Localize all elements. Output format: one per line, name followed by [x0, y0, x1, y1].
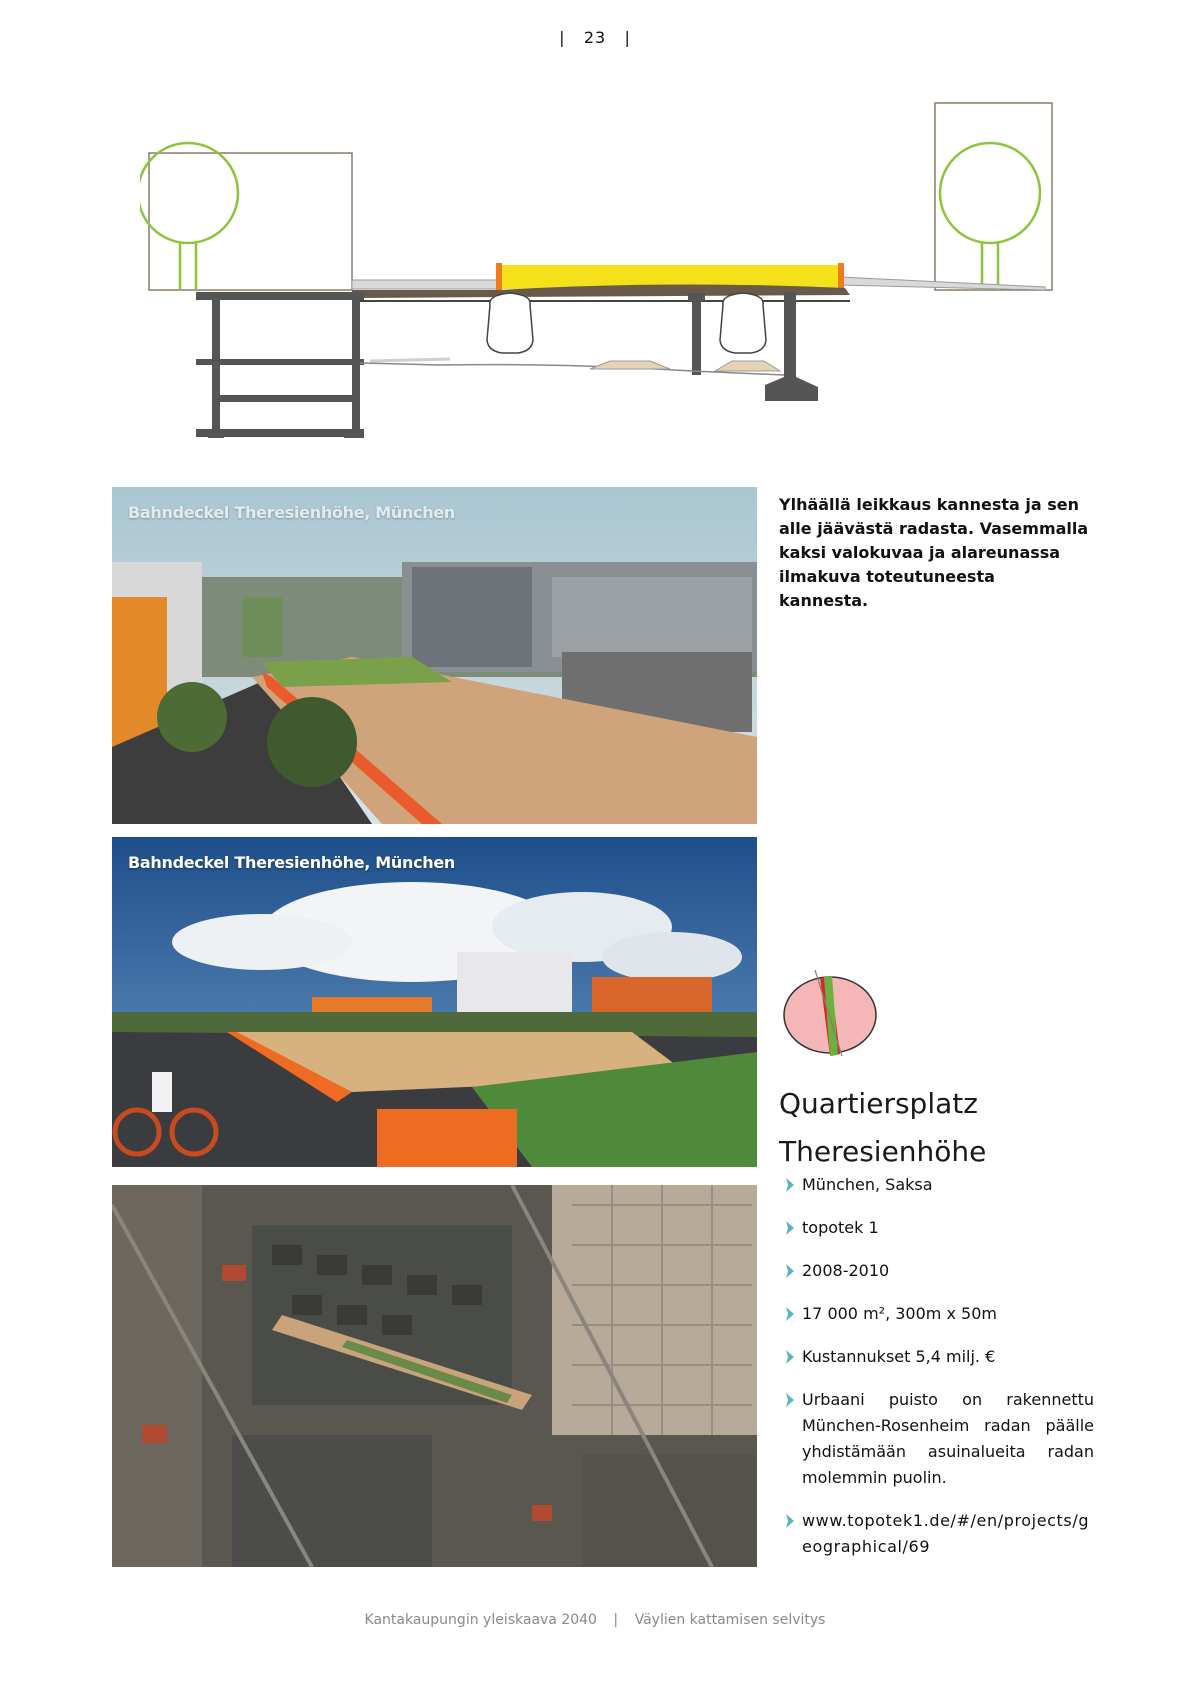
- deck-edge-left: [496, 263, 502, 291]
- photo-deck-view-street: [112, 487, 757, 824]
- fact-designer-text: topotek 1: [802, 1218, 879, 1237]
- footer-document-title: Kantakaupungin yleiskaava 2040: [364, 1612, 597, 1628]
- chevron-right-icon: [784, 1175, 796, 1195]
- left-street-surface: [352, 280, 500, 289]
- fact-size: [784, 1301, 1094, 1327]
- project-link[interactable]: www.topotek1.de/#/en/projects/geographical/69: [802, 1511, 1090, 1556]
- middle-column-cap: [688, 293, 705, 301]
- basement-frame: [196, 292, 364, 438]
- fact-size-text: 17 000 m², 300m x 50m: [802, 1304, 997, 1323]
- right-abutment: [765, 292, 818, 401]
- chevron-right-icon: [784, 1390, 796, 1410]
- middle-column: [692, 295, 701, 375]
- track-ballast-mid: [590, 361, 670, 369]
- page-number-mark-right: |: [624, 28, 631, 47]
- track-ballast-left: [370, 359, 450, 361]
- photo-deck-view-street-image: [112, 487, 757, 824]
- cross-section-drawing: [140, 95, 1060, 465]
- fact-designer: [784, 1215, 1094, 1241]
- photo1-caption: Bahndeckel Theresienhöhe, München: [128, 503, 456, 522]
- chevron-right-icon: [784, 1218, 796, 1238]
- fact-description-text: Urbaani puisto on rakennettu München-Rosenheim radan päälle yhdistämään asuinalueita radan molemmin puolin.: [802, 1390, 1094, 1487]
- deck-section-icon: [780, 970, 880, 1056]
- photo2-caption: Bahndeckel Theresienhöhe, München: [128, 853, 456, 872]
- chevron-right-icon: [784, 1261, 796, 1281]
- page-number-mark-left: |: [559, 28, 566, 47]
- train-right: [720, 293, 766, 353]
- project-title: [779, 1080, 1099, 1176]
- right-tree-crown: [940, 143, 1040, 243]
- right-street-surface: [840, 277, 1045, 290]
- left-tree-crown: [140, 143, 238, 243]
- right-building: [935, 103, 1052, 290]
- page-footer: [0, 1612, 1190, 1628]
- project-facts: [784, 1172, 1094, 1577]
- footer-separator: |: [613, 1612, 619, 1628]
- page-number: [0, 28, 1190, 47]
- footer-report-title: Väylien kattamisen selvitys: [634, 1612, 826, 1628]
- fact-years: [784, 1258, 1094, 1284]
- train-left: [487, 293, 533, 353]
- fact-url: [784, 1508, 1094, 1560]
- intro-text: Ylhäällä leikkaus kannesta ja sen alle jäävästä radasta. Vasemmalla kaksi valokuvaa ja alareunassa ilmakuva toteutuneesta kannesta.: [779, 495, 1089, 610]
- aerial-photo-image: [112, 1185, 757, 1567]
- page-number-value: 23: [583, 28, 607, 47]
- fact-location: [784, 1172, 1094, 1198]
- chevron-right-icon: [784, 1347, 796, 1367]
- photo-deck-view-plaza-image: [112, 837, 757, 1167]
- fact-costs: [784, 1344, 1094, 1370]
- aerial-photo: [112, 1185, 757, 1567]
- fact-costs-text: Kustannukset 5,4 milj. €: [802, 1347, 996, 1366]
- fact-years-text: 2008-2010: [802, 1261, 890, 1280]
- deck-edge-right: [838, 263, 844, 291]
- fact-description: [784, 1387, 1094, 1491]
- photo-deck-view-plaza: [112, 837, 757, 1167]
- track-ballast-right: [715, 361, 780, 371]
- project-title-line1: Quartiersplatz: [779, 1087, 978, 1120]
- project-title-line2: Theresienhöhe: [779, 1135, 987, 1168]
- fact-location-text: München, Saksa: [802, 1175, 933, 1194]
- chevron-right-icon: [784, 1304, 796, 1324]
- chevron-right-icon: [784, 1511, 796, 1531]
